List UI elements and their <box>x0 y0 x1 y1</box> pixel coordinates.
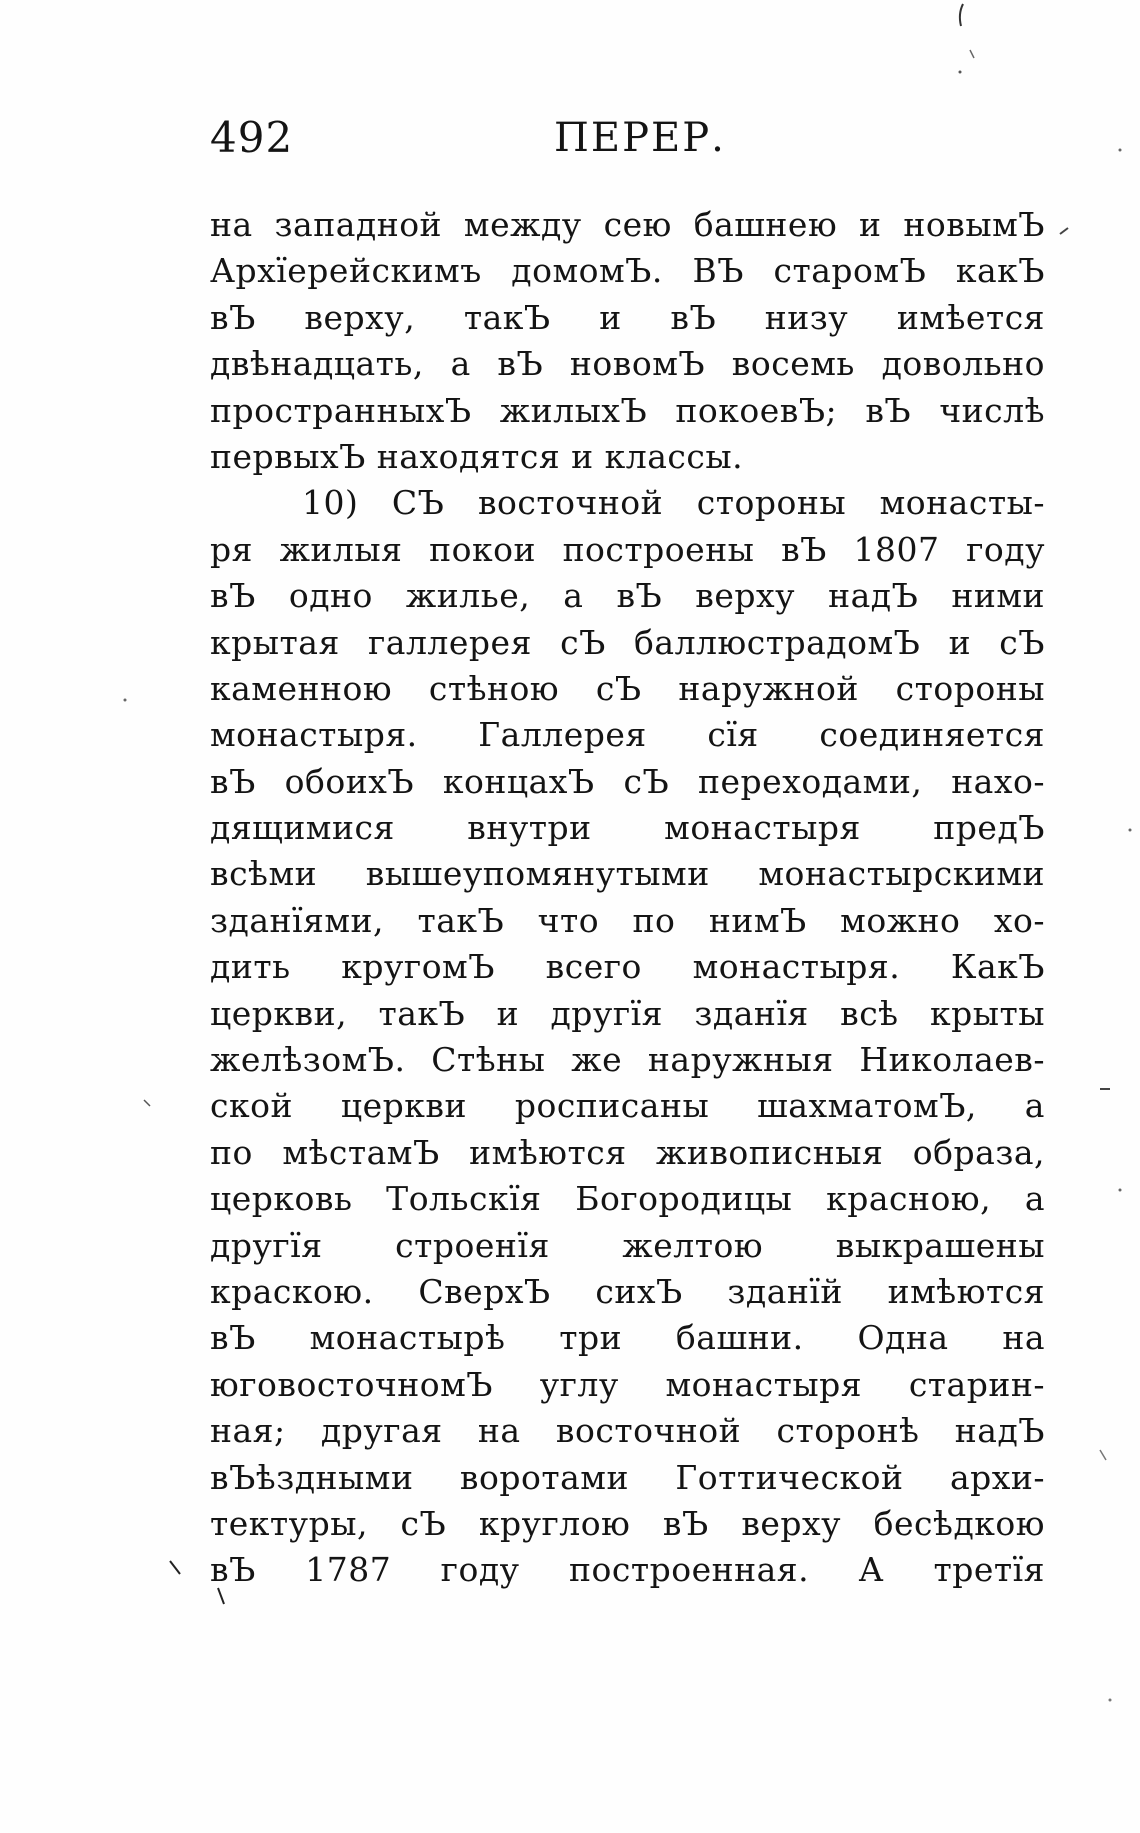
text-line: монастыря. Галлерея сїя соединяется <box>210 715 1045 755</box>
paragraph-start-line: 10) СЪ восточной стороны монасты- <box>302 483 1045 523</box>
text-line: вЪ 1787 году построенная. А третїя <box>210 1550 1045 1590</box>
text-line: пространныхЪ жилыхЪ покоевЪ; вЪ числѣ <box>210 390 1045 430</box>
text-line: на западной между сею башнею и новымЪ <box>210 205 1045 244</box>
margin-speck <box>959 71 962 74</box>
page-number: 492 <box>210 113 294 162</box>
text-line: вЪ обоихЪ концахЪ сЪ переходами, нахо- <box>210 761 1045 801</box>
text-line: вЪ монастырѣ три башни. Одна на <box>210 1318 1045 1358</box>
margin-mark <box>1060 228 1068 234</box>
text-line: вЪ одно жилье, а вЪ верху надЪ ними <box>210 576 1045 616</box>
text-line: вЪѣздными воротами Готтической архи- <box>210 1457 1045 1497</box>
text-line: двѣнадцать, а вЪ новомЪ восемь довольно <box>210 344 1045 384</box>
text-line: краскою. СверхЪ сихЪ зданїй имѣются <box>210 1271 1045 1311</box>
running-head: ПЕРЕР. <box>554 115 726 161</box>
text-line: дить кругомЪ всего монастыря. КакЪ <box>210 947 1045 987</box>
margin-mark <box>170 1561 180 1574</box>
margin-speck <box>1119 1189 1122 1192</box>
text-line: ской церкви росписаны шахматомЪ, а <box>210 1086 1045 1126</box>
text-line: церковь Тольскїя Богородицы красною, а <box>210 1179 1045 1219</box>
page-header <box>210 108 1040 168</box>
margin-speck <box>1119 149 1122 152</box>
margin-speck <box>1129 829 1132 832</box>
text-line: каменною стѣною сЪ наружной стороны <box>210 668 1045 708</box>
margin-speck <box>124 699 127 702</box>
text-line: крытая галлерея сЪ баллюстрадомЪ и сЪ <box>210 622 1045 662</box>
text-line: по мѣстамЪ имѣются живописныя образа, <box>210 1132 1045 1172</box>
margin-mark <box>1100 1450 1106 1460</box>
text-line: тектуры, сЪ круглою вЪ верху бесѣдкою <box>210 1503 1045 1543</box>
margin-mark <box>144 1100 150 1106</box>
margin-mark <box>960 4 963 26</box>
text-line: первыхЪ находятся и классы. <box>210 436 744 476</box>
body-text <box>210 202 1045 1594</box>
margin-mark <box>970 50 974 58</box>
text-line: Архїерейскимъ домомЪ. ВЪ старомЪ какЪ <box>210 251 1045 291</box>
text-line: юговосточномЪ углу монастыря старин- <box>210 1364 1045 1404</box>
text-line: другїя строенїя желтою выкрашены <box>210 1225 1045 1265</box>
text-line: желѣзомЪ. Стѣны же наружныя Николаев- <box>210 1040 1045 1080</box>
text-line: ная; другая на восточной сторонѣ надЪ <box>210 1411 1045 1451</box>
text-line: дящимися внутри монастыря предЪ <box>210 808 1045 848</box>
text-line: зданїями, такЪ что по нимЪ можно хо- <box>210 900 1045 940</box>
text-line: вЪ верху, такЪ и вЪ низу имѣется <box>210 297 1045 337</box>
text-line: ря жилыя покои построены вЪ 1807 году <box>210 529 1045 569</box>
margin-speck <box>1109 1699 1112 1702</box>
text-line: церкви, такЪ и другїя зданїя всѣ крыты <box>210 993 1045 1033</box>
text-line: всѣми вышеупомянутыми монастырскими <box>210 854 1045 894</box>
